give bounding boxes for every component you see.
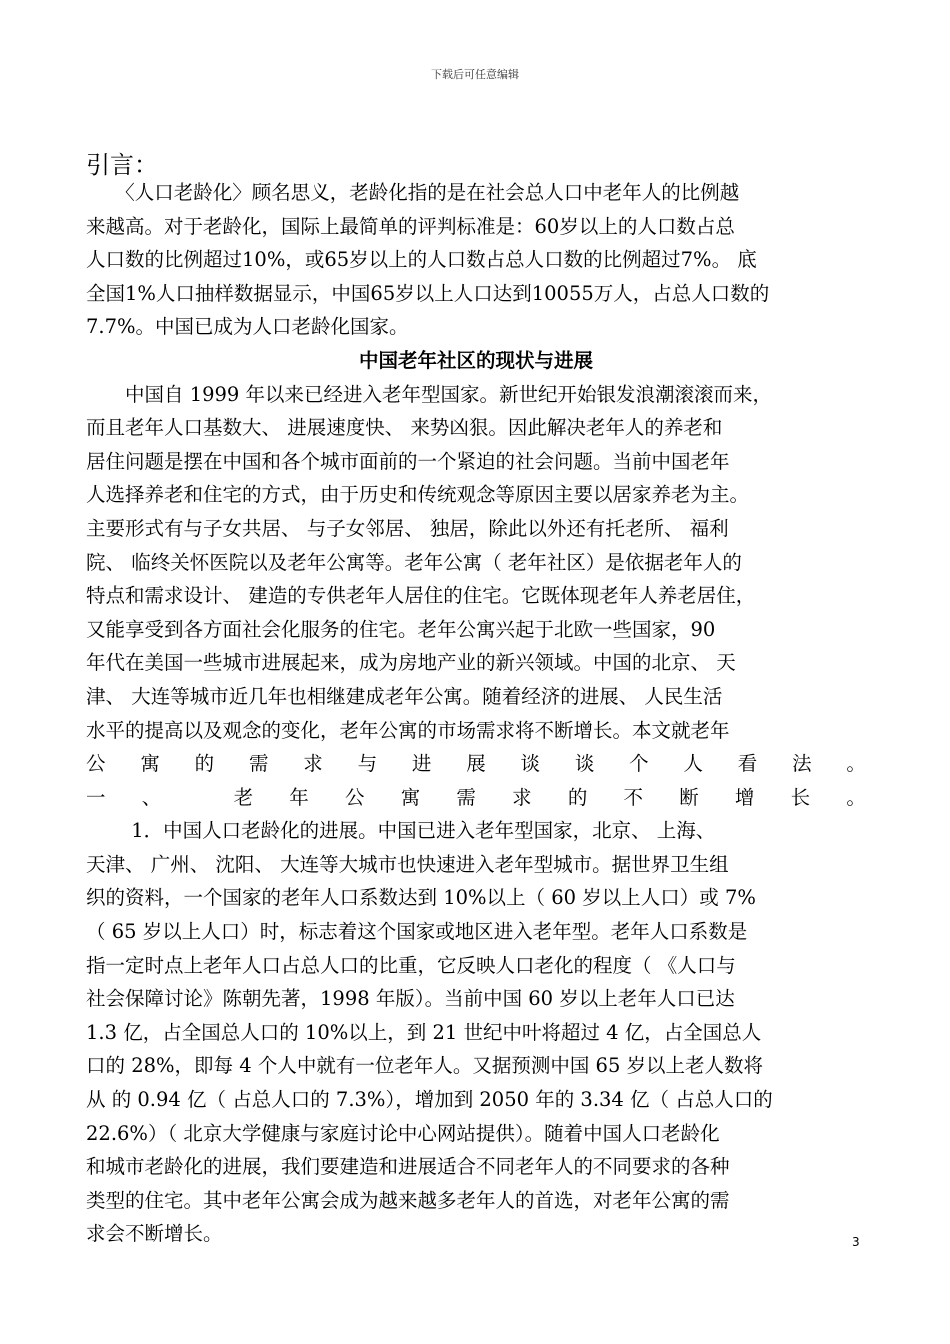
spread-char: 断 (679, 785, 699, 809)
text-line: 人选择养老和住宅的方式，由于历史和传统观念等原因主要以居家养老为主。 (86, 483, 750, 507)
spread-char: 一 (86, 785, 106, 809)
section-title: 中国老年社区的现状与进展 (358, 348, 593, 372)
text-line: （ 65 岁以上人口）时，标志着这个国家或地区进入老年型。老年人口系数是 (86, 920, 748, 944)
text-line: 社会保障讨论》陈朝先著，1998 年版）。当前中国 60 岁以上老年人口已达 (86, 987, 735, 1011)
text-line: 口的 28%，即每 4 个人中就有一位老年人。又据预测中国 65 岁以上老人数将 (86, 1054, 764, 1078)
spread-char: 的 (194, 752, 215, 776)
text-line: 1.3 亿，占全国总人口的 10%以上，到 21 世纪中叶将超过 4 亿，占全国总人 (86, 1020, 762, 1044)
text-line: 中国自 1999 年以来已经进入老年型国家。新世纪开始银发浪潮滚滚而来， (86, 382, 773, 406)
text-line: 〈人口老龄化〉顾名思义，老龄化指的是在社会总人口中老年人的比例越 (86, 181, 740, 204)
spread-char: 进 (411, 752, 432, 776)
spread-char: 。 (846, 752, 866, 776)
text-line: 津、 大连等城市近几年也相继建成老年公寓。随着经济的进展、 人民生活 (86, 684, 723, 708)
spread-char: 与 (357, 752, 378, 776)
spread-char: 求 (303, 752, 323, 776)
spread-char: 展 (466, 752, 486, 776)
spread-char: 长 (790, 785, 811, 809)
page-header: 下载后可任意编辑 (431, 68, 519, 81)
spread-char: 求 (512, 785, 532, 809)
text-line: 年代在美国一些城市进展起来，成为房地产业的新兴领域。中国的北京、 天 (86, 651, 736, 675)
spread-char: 需 (456, 785, 476, 809)
spread-char: 公 (345, 785, 365, 809)
text-line: 来越高。对于老龄化，国际上最简单的评判标准是：60岁以上的人口数占总 (86, 214, 735, 238)
text-line: 22.6%）（ 北京大学健康与家庭讨论中心网站提供）。随着中国人口老龄化 (86, 1121, 720, 1145)
text-line: 指一定时点上老年人口占总人口的比重，它反映人口老化的程度（ 《人口与 (86, 953, 736, 977)
spread-char: 的 (567, 785, 588, 809)
spread-line (86, 781, 866, 815)
text-line: 特点和需求设计、 建造的专供老年人居住的住宅。它既体现老年人养老居住， (86, 584, 756, 608)
text-line: 类型的住宅。其中老年公寓会成为越来越多老年人的首选，对老年公寓的需 (86, 1188, 730, 1212)
spread-char: 寓 (140, 752, 160, 776)
spread-char: 法 (792, 752, 812, 776)
spread-char: 。 (846, 785, 866, 809)
spread-char: 老 (233, 785, 254, 809)
spread-char: 增 (734, 785, 755, 809)
document-body (86, 176, 866, 1251)
spread-char: 谈 (520, 752, 541, 776)
text-line: 和城市老龄化的进展，我们要建造和进展适合不同老年人的不同要求的各种 (86, 1155, 730, 1179)
text-line: 人口数的比例超过10%，或65岁以上的人口数占总人口数的比例超过7%。 底 (86, 248, 757, 272)
text-line: 1．中国人口老龄化的进展。中国已进入老年型国家，北京、 上海、 (86, 819, 716, 843)
page-number: 3 (852, 1235, 860, 1249)
text-line: 又能享受到各方面社会化服务的住宅。老年公寓兴起于北欧一些国家，90 (86, 617, 716, 641)
spread-char: 人 (683, 752, 703, 776)
text-line: 主要形式有与子女共居、 与子女邻居、 独居，除此以外还有托老所、 福利 (86, 516, 729, 540)
text-line: 织的资料，一个国家的老年人口系数达到 10%以上（ 60 岁以上人口）或 7% (86, 886, 756, 910)
spread-char: 公 (86, 752, 106, 776)
spread-char: 不 (623, 785, 644, 809)
intro-heading: 引言： (86, 151, 158, 179)
spread-char: 寓 (400, 785, 421, 809)
spread-char: 谈 (574, 752, 595, 776)
text-line: 水平的提高以及观念的变化，老年公寓的市场需求将不断增长。本文就老年 (86, 718, 730, 742)
spread-char: 需 (248, 752, 269, 776)
text-line: 天津、 广州、 沈阳、 大连等大城市也快速进入老年型城市。据世界卫生组 (86, 852, 729, 876)
spread-char: 年 (289, 785, 309, 809)
text-line: 而且老年人口基数大、 进展速度快、 来势凶狠。因此解决老年人的养老和 (86, 416, 723, 440)
text-line: 全国1%人口抽样数据显示，中国65岁以上人口达到10055万人，占总人口数的 (86, 281, 770, 305)
spread-char: 个 (629, 752, 649, 776)
spread-char: 、 (141, 785, 162, 809)
text-line: 从 的 0.94 亿（ 占总人口的 7.3%），增加到 2050 年的 3.34 亿（ 占总人口的 (86, 1088, 773, 1112)
text-line: 院、 临终关怀医院以及老年公寓等。老年公寓（ 老年社区）是依据老年人的 (86, 550, 742, 574)
text-line: 求会不断增长。 (86, 1222, 223, 1246)
spread-char: 看 (737, 752, 758, 776)
text-line: 居住问题是摆在中国和各个城市面前的一个紧迫的社会问题。当前中国老年 (86, 449, 730, 473)
text-line: 7.7%。中国已成为人口老龄化国家。 (86, 315, 409, 339)
spread-line (86, 747, 866, 781)
